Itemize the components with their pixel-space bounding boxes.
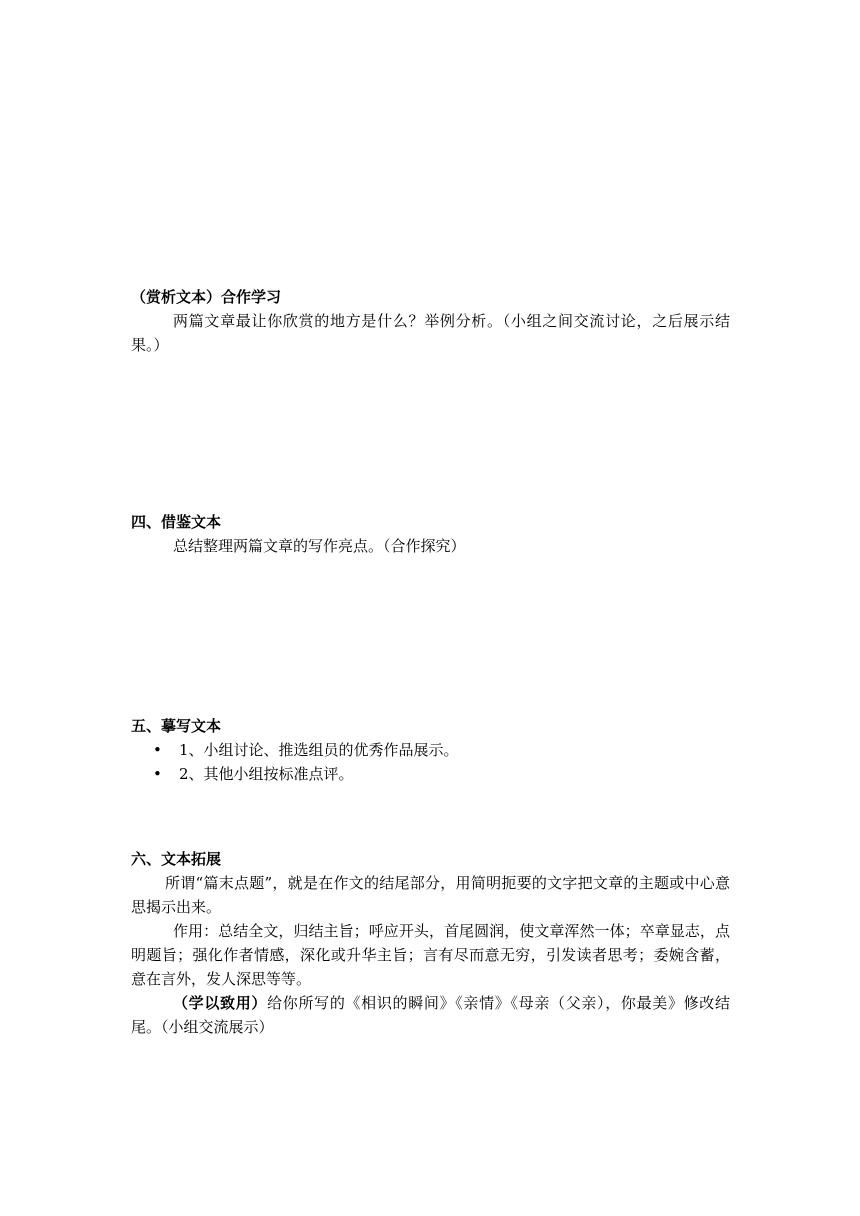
section-4-heading: 四、借鉴文本 xyxy=(131,513,222,531)
section-6 xyxy=(131,847,730,1039)
list-item xyxy=(131,738,730,762)
section-5-list xyxy=(131,738,730,786)
list-item xyxy=(131,762,730,786)
section-4-body: 总结整理两篇文章的写作亮点。（合作探究） xyxy=(173,537,466,555)
section-6-heading: 六、文本拓展 xyxy=(131,850,222,868)
section-appreciate xyxy=(131,285,730,357)
bullet-icon: • xyxy=(153,741,162,759)
practice-text: 给你所写的《相识的瞬间》《亲情》《母亲（父亲），你最美》修改结尾。（小组交流展示） xyxy=(131,994,730,1036)
list-item-text: 2、其他小组按标准点评。 xyxy=(179,765,354,783)
section-6-para-function: 作用：总结全文，归结主旨；呼应开头，首尾圆润，使文章浑然一体；卒章显志，点明题旨；强化作者情感，深化或升华主旨；言有尽而意无穷，引发读者思考；委婉含蓄，意在言外，发人深思等等。 xyxy=(131,922,730,988)
section-6-para-practice xyxy=(131,991,730,1039)
section-appreciate-heading: （赏析文本）合作学习 xyxy=(131,288,282,306)
section-5 xyxy=(131,714,730,786)
practice-label: （学以致用） xyxy=(173,994,268,1012)
section-appreciate-body: 两篇文章最让你欣赏的地方是什么？举例分析。（小组之间交流讨论，之后展示结果。） xyxy=(131,312,730,354)
section-6-para-definition: 所谓“篇末点题”，就是在作文的结尾部分，用简明扼要的文字把文章的主题或中心意思揭示出来。 xyxy=(131,874,730,916)
bullet-icon: • xyxy=(153,765,162,783)
list-item-text: 1、小组讨论、推选组员的优秀作品展示。 xyxy=(179,741,459,759)
section-4 xyxy=(131,510,730,558)
section-5-heading: 五、摹写文本 xyxy=(131,717,222,735)
